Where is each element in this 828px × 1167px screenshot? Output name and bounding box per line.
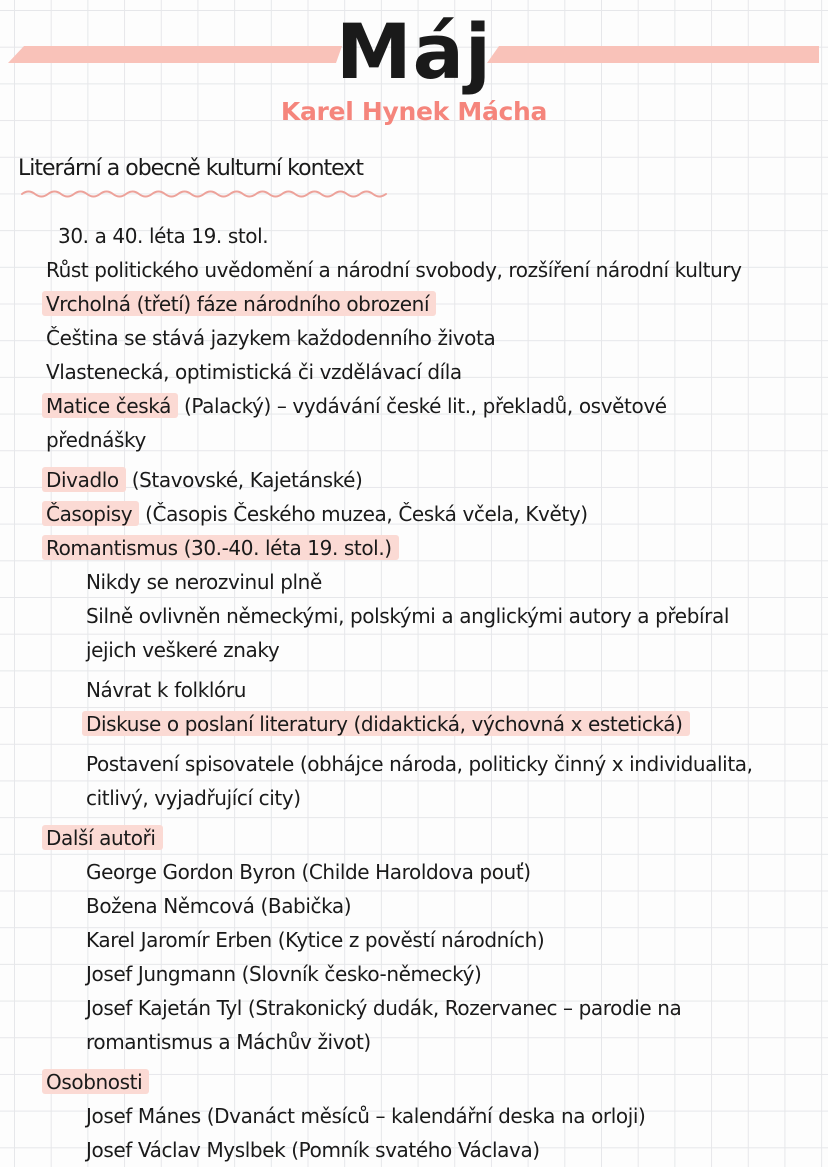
note-line — [0, 855, 828, 889]
note-text: přednášky — [46, 428, 146, 452]
note-line — [0, 423, 828, 457]
note-line — [0, 1099, 828, 1133]
note-line — [0, 821, 828, 855]
note-text: Josef Kajetán Tyl (Strakonický dudák, Rozervanec – parodie na — [86, 996, 682, 1020]
note-text: Josef Václav Myslbek (Pomník svatého Václava) — [86, 1138, 540, 1162]
note-block — [0, 1065, 828, 1167]
note-text: Návrat k folklóru — [86, 678, 246, 702]
note-text: (Stavovské, Kajetánské) — [125, 468, 363, 492]
highlighted-text: Časopisy — [42, 501, 139, 526]
note-text: Josef Mánes (Dvanáct měsíců – kalendářní deska na orloji) — [86, 1104, 646, 1128]
page-title: Máj — [336, 7, 492, 96]
note-text: Karel Jaromír Erben (Kytice z pověstí národních) — [86, 928, 545, 952]
note-text: George Gordon Byron (Childe Haroldova pouť) — [86, 860, 531, 884]
note-text: Silně ovlivněn německými, polskými a anglickými autory a přebíral — [86, 604, 729, 628]
note-line — [0, 463, 828, 497]
highlighted-text: Vrcholná (třetí) fáze národního obrození — [42, 291, 436, 316]
note-line — [0, 781, 828, 815]
highlighted-text: Další autoři — [42, 825, 163, 850]
note-line — [0, 673, 828, 707]
note-block — [0, 673, 828, 741]
note-line — [0, 889, 828, 923]
note-block — [0, 821, 828, 1059]
note-text: Nikdy se nerozvinul plně — [86, 570, 322, 594]
note-text: (Palacký) – vydávání české lit., překladů, osvětové — [177, 394, 667, 418]
note-line — [0, 219, 828, 253]
note-line — [0, 1133, 828, 1167]
note-text: Postavení spisovatele (obhájce národa, politicky činný x individualita, — [86, 752, 753, 776]
note-line — [0, 355, 828, 389]
note-text: jejich veškeré znaky — [86, 638, 280, 662]
highlighted-text: Romantismus (30.-40. léta 19. stol.) — [42, 535, 399, 560]
page-subtitle: Karel Hynek Mácha — [280, 97, 548, 126]
note-text: Růst politického uvědomění a národní svobody, rozšíření národní kultury — [46, 258, 742, 282]
highlighted-text: Divadlo — [42, 467, 126, 492]
highlighted-text: Matice česká — [42, 393, 178, 418]
note-line — [0, 1065, 828, 1099]
note-block — [0, 463, 828, 667]
note-line — [0, 321, 828, 355]
note-block — [0, 747, 828, 815]
note-text: citlivý, vyjadřující city) — [86, 786, 301, 810]
note-line — [0, 923, 828, 957]
note-line — [0, 957, 828, 991]
title-block — [0, 0, 828, 128]
note-text: romantismus a Máchův život) — [86, 1030, 371, 1054]
note-line — [0, 531, 828, 565]
wavy-underline-icon — [20, 187, 390, 199]
note-line — [0, 287, 828, 321]
note-text: Božena Němcová (Babička) — [86, 894, 352, 918]
highlighted-text: Diskuse o poslaní literatury (didaktická, výchovná x estetická) — [82, 711, 690, 736]
note-line — [0, 565, 828, 599]
note-text: (Časopis Českého muzea, Česká včela, Květy) — [139, 502, 588, 526]
note-line — [0, 1025, 828, 1059]
note-text: Josef Jungmann (Slovník česko-německý) — [86, 962, 482, 986]
note-line — [0, 599, 828, 633]
note-line — [0, 389, 828, 423]
notes-list — [0, 219, 828, 1167]
note-line — [0, 253, 828, 287]
note-line — [0, 707, 828, 741]
note-text: Vlastenecká, optimistická či vzdělávací díla — [46, 360, 462, 384]
note-line — [0, 497, 828, 531]
note-text: Čeština se stává jazykem každodenního života — [46, 326, 496, 350]
note-block — [0, 219, 828, 457]
note-line — [0, 747, 828, 781]
section-heading: Literární a obecně kulturní kontext — [18, 156, 363, 181]
note-line — [0, 991, 828, 1025]
highlighted-text: Osobnosti — [42, 1069, 149, 1094]
note-text: 30. a 40. léta 19. stol. — [58, 224, 269, 248]
section-header — [18, 154, 828, 199]
note-line — [0, 633, 828, 667]
